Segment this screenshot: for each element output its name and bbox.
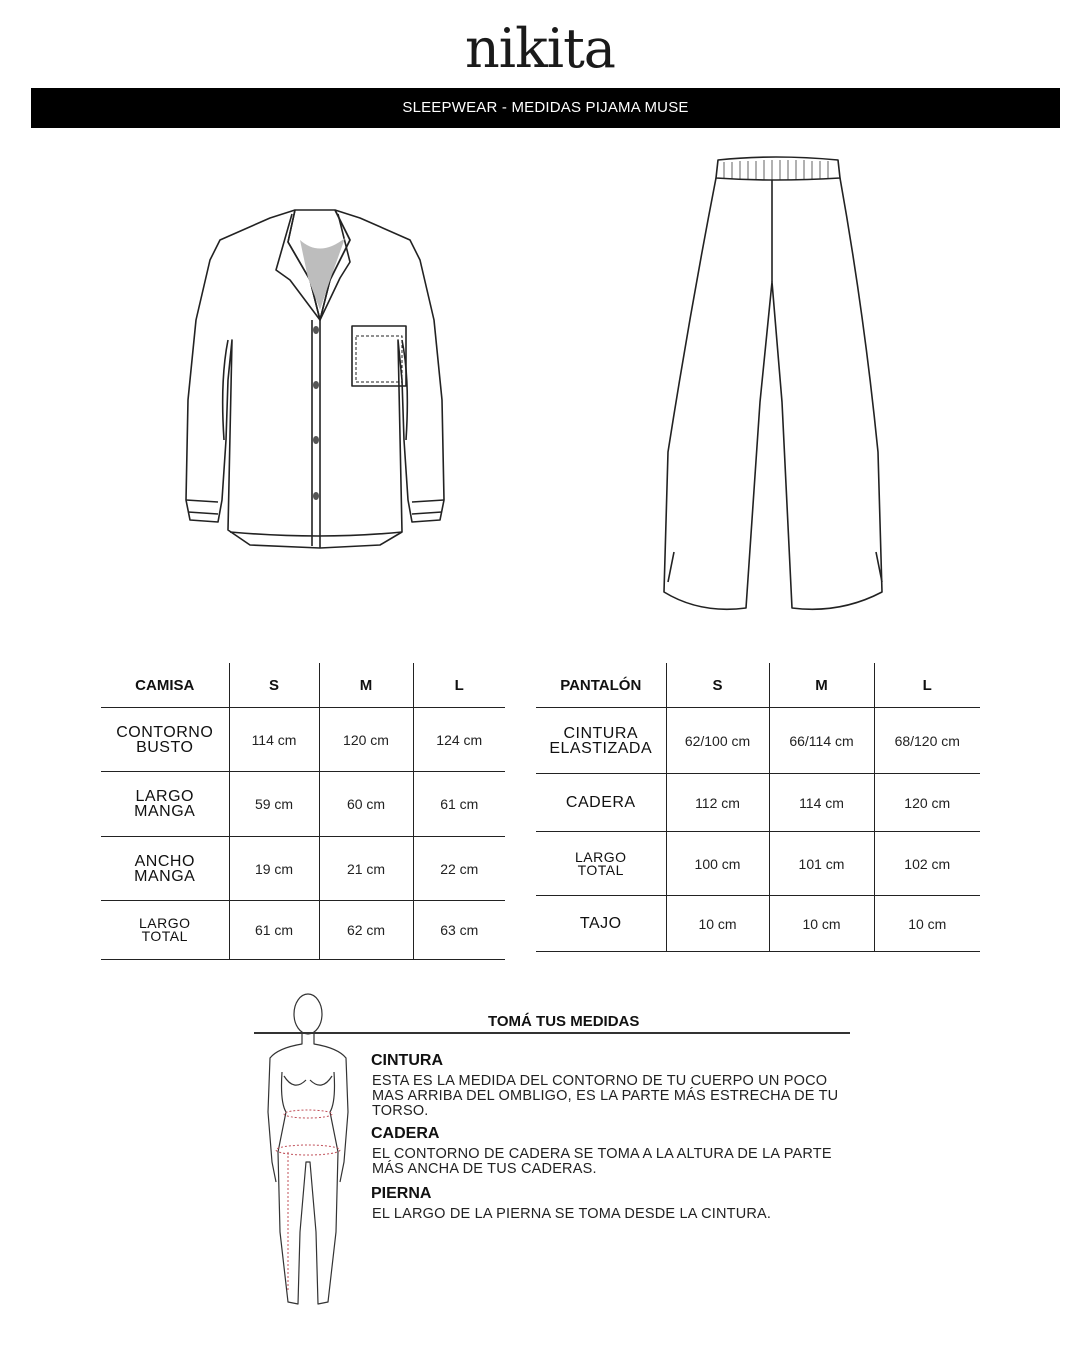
- measurements-title: TOMÁ TUS MEDIDAS: [488, 1013, 640, 1030]
- row-label: LARGO MANGA: [101, 772, 229, 837]
- table-cell: 68/120 cm: [874, 708, 980, 774]
- table-cell: 124 cm: [413, 708, 505, 772]
- shirt-illustration: [180, 200, 450, 560]
- pierna-text: EL LARGO DE LA PIERNA SE TOMA DESDE LA CINTURA.: [372, 1206, 772, 1222]
- row-label: CINTURA ELASTIZADA: [536, 708, 666, 774]
- pantalon-size-table: [536, 663, 980, 952]
- table-row: [536, 896, 980, 952]
- table-cell: 102 cm: [874, 832, 980, 896]
- table-cell: 101 cm: [769, 832, 874, 896]
- table-header-row: [101, 663, 505, 708]
- table-cell: 60 cm: [319, 772, 413, 837]
- divider: [254, 1032, 850, 1034]
- table-cell: 59 cm: [229, 772, 319, 837]
- table-row: [536, 774, 980, 832]
- table-cell: 21 cm: [319, 837, 413, 901]
- table-cell: 61 cm: [229, 901, 319, 960]
- row-label: ANCHO MANGA: [101, 837, 229, 901]
- column-header: S: [666, 663, 769, 708]
- row-label: TAJO: [536, 896, 666, 952]
- table-cell: 10 cm: [874, 896, 980, 952]
- body-figure-illustration: [258, 992, 362, 1314]
- cintura-heading: CINTURA: [371, 1052, 443, 1069]
- table-row: [101, 837, 505, 901]
- table-cell: 61 cm: [413, 772, 505, 837]
- table-cell: 10 cm: [666, 896, 769, 952]
- column-header: S: [229, 663, 319, 708]
- table-cell: 120 cm: [874, 774, 980, 832]
- camisa-size-table: [101, 663, 505, 960]
- table-row: [536, 832, 980, 896]
- table-row: [101, 772, 505, 837]
- row-label: LARGO TOTAL: [101, 901, 229, 960]
- table-cell: 22 cm: [413, 837, 505, 901]
- table-cell: 62 cm: [319, 901, 413, 960]
- cintura-text: ESTA ES LA MEDIDA DEL CONTORNO DE TU CUERPO UN POCO MAS ARRIBA DEL OMBLIGO, ES LA PARTE MÁS ESTRECHA DE TU TORSO.: [372, 1073, 839, 1119]
- row-label: CONTORNO BUSTO: [101, 708, 229, 772]
- table-cell: 114 cm: [229, 708, 319, 772]
- pierna-heading: PIERNA: [371, 1185, 432, 1202]
- pants-illustration: [660, 152, 890, 622]
- table-cell: 114 cm: [769, 774, 874, 832]
- column-header: L: [874, 663, 980, 708]
- table-row: [536, 708, 980, 774]
- table-cell: 100 cm: [666, 832, 769, 896]
- cadera-heading: CADERA: [371, 1125, 440, 1142]
- table-header-row: [536, 663, 980, 708]
- table-cell: 112 cm: [666, 774, 769, 832]
- column-header: L: [413, 663, 505, 708]
- table-row: [101, 708, 505, 772]
- cadera-text: EL CONTORNO DE CADERA SE TOMA A LA ALTURA DE LA PARTE MÁS ANCHA DE TUS CADERAS.: [372, 1146, 832, 1177]
- table-cell: 66/114 cm: [769, 708, 874, 774]
- table-cell: 10 cm: [769, 896, 874, 952]
- row-label: LARGO TOTAL: [536, 832, 666, 896]
- table-row: [101, 901, 505, 960]
- table-cell: 120 cm: [319, 708, 413, 772]
- column-header: M: [769, 663, 874, 708]
- column-header: M: [319, 663, 413, 708]
- column-header: CAMISA: [101, 663, 229, 708]
- row-label: CADERA: [536, 774, 666, 832]
- page-banner: SLEEPWEAR - MEDIDAS PIJAMA MUSE: [31, 88, 1060, 128]
- column-header: PANTALÓN: [536, 663, 666, 708]
- brand-logo: nikita: [465, 17, 615, 80]
- table-cell: 19 cm: [229, 837, 319, 901]
- table-cell: 62/100 cm: [666, 708, 769, 774]
- table-cell: 63 cm: [413, 901, 505, 960]
